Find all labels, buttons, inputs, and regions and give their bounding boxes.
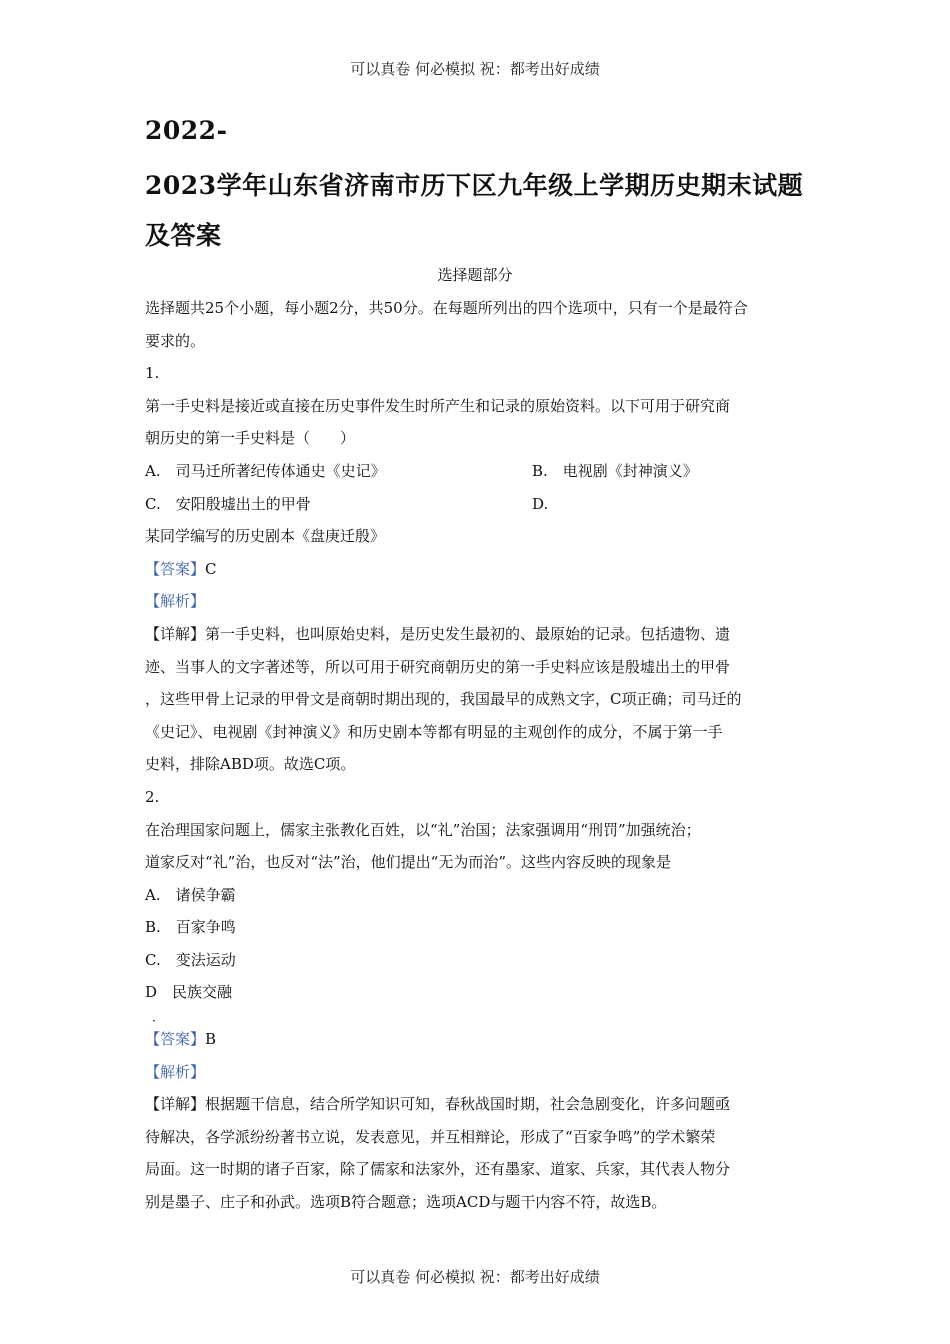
intro-line: 要求的。: [145, 331, 206, 350]
q2-number: 2.: [145, 787, 160, 806]
analysis-tag: 【解析】: [145, 1062, 206, 1081]
q1-option-d-text: 某同学编写的历史剧本《盘庚迁殷》: [145, 527, 386, 546]
analysis-tag: 【解析】: [145, 592, 206, 611]
q1-answer: [145, 553, 810, 586]
q2-detail-line: [145, 1088, 810, 1121]
page-footer: 可以真卷 何必模拟 祝：都考出好成绩: [350, 1268, 600, 1286]
q1-stem-line: 第一手史料是接近或直接在历史事件发生时所产生和记录的原始资料。以下可用于研究商: [145, 396, 731, 415]
page-header: 可以真卷 何必模拟 祝：都考出好成绩: [350, 60, 600, 78]
doc-title-line-2: 2023学年山东省济南市历下区九年级上学期历史期末试题: [145, 171, 804, 200]
q2-analysis: [145, 1056, 810, 1089]
detail-text: 第一手史料，也叫原始史料，是历史发生最初的、最原始的记录。包括遗物、遗: [205, 624, 731, 643]
doc-title-line-1: 2022-: [145, 116, 228, 145]
q1-detail-line: ，这些甲骨上记录的甲骨文是商朝时期出现的，我国最早的成熟文字，C项正确；司马迁的: [145, 690, 742, 709]
q1-options-row-2: [145, 488, 810, 521]
q1-detail-line: 《史记》、电视剧《封神演义》和历史剧本等都有明显的主观创作的成分，不属于第一手: [145, 722, 723, 741]
q1-option-c: C. 安阳殷墟出土的甲骨: [145, 494, 311, 513]
q2-detail-line: 局面。这一时期的诸子百家，除了儒家和法家外，还有墨家、道家、兵家，其代表人物分: [145, 1160, 731, 1179]
q2-stem-line: 道家反对“礼”治，也反对“法”治，他们提出“无为而治”。这些内容反映的现象是: [145, 853, 672, 872]
q1-detail-line: 迹、当事人的文字著述等，所以可用于研究商朝历史的第一手史料应该是殷墟出土的甲骨: [145, 657, 731, 676]
detail-tag: 【详解】: [145, 624, 206, 643]
q1-option-b: B. 电视剧《封神演义》: [532, 461, 698, 480]
document-body: [145, 292, 810, 1219]
detail-tag: 【详解】: [145, 1095, 206, 1114]
q1-option-a: A. 司马迁所著纪传体通史《史记》: [145, 461, 386, 480]
q1-stem-line: 朝历史的第一手史料是（ ）: [145, 429, 356, 448]
q2-stem-line: 在治理国家问题上，儒家主张教化百姓，以“礼”治国；法家强调用“刑罚”加强统治；: [145, 820, 701, 839]
q1-options-row-1: [145, 455, 810, 488]
q2-answer: [145, 1023, 810, 1056]
q1-option-d: D.: [532, 494, 549, 513]
answer-tag: 【答案】: [145, 1030, 206, 1049]
q1-analysis: [145, 585, 810, 618]
q2-option-b: B. 百家争鸣: [145, 918, 236, 937]
q2-option-d: D 民族交融: [145, 983, 233, 1002]
answer-value: C: [205, 559, 217, 578]
doc-title-line-3: 及答案: [145, 221, 222, 250]
q2-detail-line: 待解决，各学派纷纷著书立说，发表意见，并互相辩论，形成了“百家争鸣”的学术繁荣: [145, 1127, 716, 1146]
section-title: 选择题部分: [437, 266, 513, 284]
q2-detail-line: 别是墨子、庄子和孙武。选项B符合题意；选项ACD与题干内容不符，故选B。: [145, 1193, 667, 1212]
q2-option-d-dot: ．: [152, 1010, 165, 1025]
q1-detail-line: 史料，排除ABD项。故选C项。: [145, 755, 356, 774]
intro-line: 选择题共25个小题，每小题2分，共50分。在每题所列出的四个选项中，只有一个是最符合: [145, 299, 748, 317]
q1-detail-line: [145, 618, 810, 651]
detail-text: 根据题干信息，结合所学知识可知，春秋战国时期，社会急剧变化，许多问题亟: [205, 1095, 731, 1114]
answer-value: B: [205, 1030, 217, 1049]
answer-tag: 【答案】: [145, 559, 206, 578]
q2-option-c: C. 变法运动: [145, 950, 236, 969]
q1-number: 1.: [145, 364, 160, 383]
q2-option-a: A. 诸侯争霸: [145, 885, 236, 904]
